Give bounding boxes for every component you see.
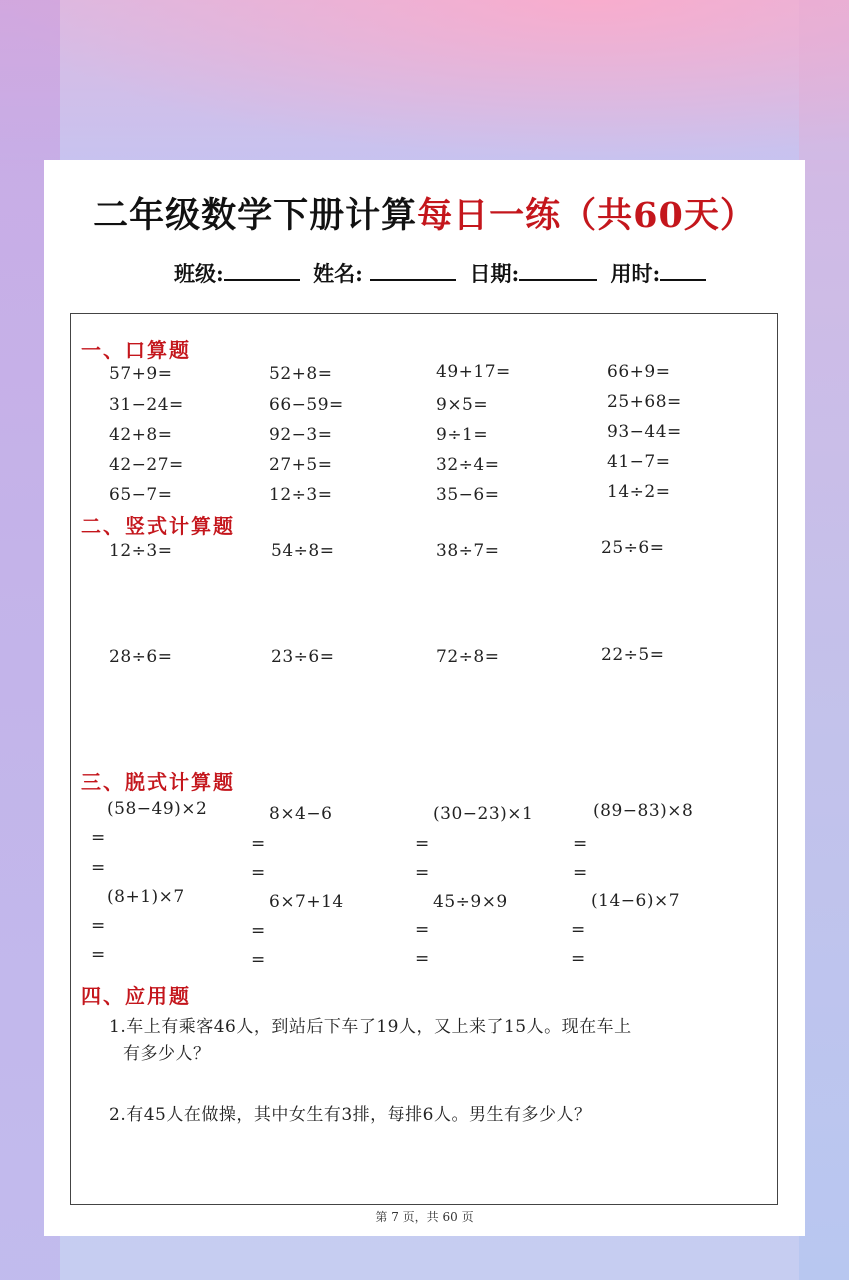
equals-line: = [571, 920, 586, 940]
oral-question: 42+8= [109, 425, 173, 445]
equals-line: = [573, 863, 588, 883]
vertical-question: 54÷8= [271, 541, 335, 561]
word-problem-2: 2.有45人在做操，其中女生有3排，每排6人。男生有多少人？ [109, 1105, 592, 1125]
equals-line: = [91, 916, 106, 936]
oral-question: 27+5= [269, 455, 333, 475]
background-right [799, 0, 849, 1280]
oral-question: 93−44= [607, 422, 682, 442]
word-problem-1-line1: 1.车上有乘客46人，到站后下车了19人，又上来了15人。现在车上 [109, 1017, 632, 1037]
oral-question: 35−6= [436, 485, 500, 505]
date-blank[interactable] [519, 261, 597, 281]
word-problem-1-line2: 有多少人？ [123, 1044, 211, 1064]
info-line [174, 258, 712, 288]
oral-question: 14÷2= [607, 482, 671, 502]
vertical-question: 28÷6= [109, 647, 173, 667]
stepwise-question: (8+1)×7 [107, 887, 185, 907]
stepwise-question: (14−6)×7 [591, 891, 681, 911]
equals-line: = [573, 834, 588, 854]
date-label: 日期: [469, 261, 520, 286]
equals-line: = [415, 920, 430, 940]
page-footer: 第 7 页，共 60 页 [375, 1210, 474, 1224]
oral-question: 12÷3= [269, 485, 333, 505]
oral-question: 65−7= [109, 485, 173, 505]
section1-heading: 一、口算题 [81, 338, 191, 362]
vertical-question: 22÷5= [601, 645, 665, 665]
name-label: 姓名: [313, 261, 363, 286]
oral-question: 66+9= [607, 362, 671, 382]
name-blank[interactable] [370, 261, 456, 281]
background-top [0, 0, 849, 160]
oral-question: 42−27= [109, 455, 184, 475]
oral-question: 66−59= [269, 395, 344, 415]
oral-question: 52+8= [269, 364, 333, 384]
oral-question: 31−24= [109, 395, 184, 415]
page-title [44, 188, 805, 238]
section3-heading: 三、脱式计算题 [81, 770, 235, 794]
oral-question: 49+17= [436, 362, 511, 382]
oral-question: 9×5= [436, 395, 489, 415]
title-red: 每日一练（共60天） [417, 195, 756, 236]
class-blank[interactable] [224, 261, 300, 281]
time-label: 用时: [610, 261, 661, 286]
class-label: 班级: [174, 261, 224, 286]
equals-line: = [251, 834, 266, 854]
question-box [70, 313, 778, 1205]
time-blank[interactable] [660, 261, 706, 281]
equals-line: = [415, 834, 430, 854]
vertical-question: 72÷8= [436, 647, 500, 667]
equals-line: = [415, 863, 430, 883]
vertical-question: 25÷6= [601, 538, 665, 558]
oral-question: 32÷4= [436, 455, 500, 475]
equals-line: = [415, 949, 430, 969]
stepwise-question: 6×7+14 [269, 892, 344, 912]
stepwise-question: (89−83)×8 [593, 801, 694, 821]
equals-line: = [91, 828, 106, 848]
title-black: 二年级数学下册计算 [93, 195, 418, 236]
equals-line: = [571, 949, 586, 969]
vertical-question: 23÷6= [271, 647, 335, 667]
equals-line: = [91, 945, 106, 965]
oral-question: 25+68= [607, 392, 682, 412]
oral-question: 9÷1= [436, 425, 489, 445]
stepwise-question: (30−23)×1 [433, 804, 534, 824]
oral-question: 57+9= [109, 364, 173, 384]
equals-line: = [251, 921, 266, 941]
stepwise-question: 8×4−6 [269, 804, 333, 824]
equals-line: = [251, 950, 266, 970]
worksheet-paper [44, 160, 805, 1236]
equals-line: = [251, 863, 266, 883]
stepwise-question: 45÷9×9 [433, 892, 508, 912]
section2-heading: 二、竖式计算题 [81, 514, 235, 538]
oral-question: 41−7= [607, 452, 671, 472]
equals-line: = [91, 858, 106, 878]
section4-heading: 四、应用题 [81, 984, 191, 1008]
stepwise-question: (58−49)×2 [107, 799, 208, 819]
oral-question: 92−3= [269, 425, 333, 445]
vertical-question: 38÷7= [436, 541, 500, 561]
vertical-question: 12÷3= [109, 541, 173, 561]
